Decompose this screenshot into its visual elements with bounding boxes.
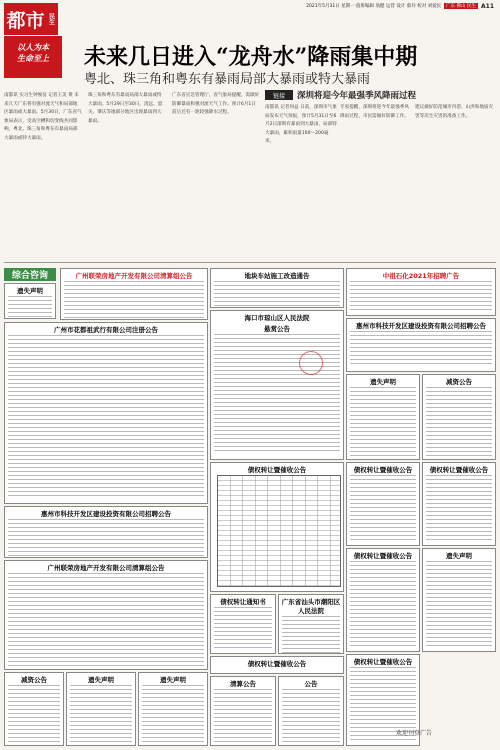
ad-body-lines	[8, 685, 60, 743]
ad-court-shantou	[278, 594, 344, 654]
ad-title: 债权转让暨催收公告	[353, 658, 413, 666]
ad-title: 遗失声明	[446, 552, 472, 560]
ad-title: 广州市花都祖武行有限公司注册公告	[54, 326, 158, 334]
ad-registration-notice	[4, 322, 208, 504]
ad-title: 债权转让暨催收公告	[247, 660, 307, 668]
section-tab	[4, 3, 58, 35]
link-column-1: 南都讯 记者何益 日前，深圳市气象局发布天气预报，预计5月31日至6月2日深圳有暴雨到大暴雨，局部特大暴雨，累积雨量100～200毫米。	[265, 105, 337, 145]
ad-debt-notice	[210, 594, 276, 654]
ad-title: 债权转让暨催收公告	[247, 466, 307, 474]
ad-recruitment	[346, 268, 496, 316]
ad-title: 遗失声明	[88, 676, 114, 684]
ad-general-notice	[278, 676, 344, 746]
ad-title: 债权转让暨催收公告	[353, 552, 413, 560]
ad-body-lines	[350, 331, 492, 367]
ad-title: 海口市琼山区人民法院	[244, 314, 310, 322]
link-title: 深圳将迎今年最强季风降雨过程	[297, 91, 417, 101]
ad-body-lines	[214, 334, 340, 454]
lead-column-3: 广东省应急管理厅、省气象局提醒，需做好防御暴雨和强对流天气工作。预计6月1日前后还有一轮较强降水过程。	[172, 93, 260, 115]
ad-body-lines	[214, 281, 340, 307]
ad-construction-notice	[210, 268, 344, 308]
header-bar	[0, 0, 500, 12]
date-line: 2021年5月31日 星期一 值班编辑 翁健 运营 设计 蔡玲 校对 刘爱民	[306, 4, 442, 9]
ad-development-zone	[346, 318, 496, 372]
ad-title: 减资公告	[446, 378, 472, 386]
ad-capital-reduction-2	[422, 374, 496, 460]
slogan-logo	[4, 36, 62, 78]
ad-title: 债权转让暨催收公告	[429, 466, 489, 474]
slogan-line1: 以人为本	[17, 43, 49, 52]
ad-title: 中祖石化2021年招聘广告	[382, 272, 460, 280]
ad-liquidation-bottom	[4, 560, 208, 670]
ad-debt-transfer-4	[422, 462, 496, 546]
ad-title: 地块车站施工改造通告	[244, 272, 310, 280]
ad-lost-5	[422, 548, 496, 652]
ad-debt-transfer-1	[210, 462, 344, 592]
debt-table	[217, 475, 341, 587]
ad-title: 惠州市科技开发区建设投资有限公司招聘公告	[356, 322, 486, 330]
slogan-line2: 生命至上	[17, 54, 49, 63]
ad-capital-reduction	[4, 672, 64, 746]
link-column-2: 专家提醒，深圳将迎今年最强季风降雨过程，市民需做好防御工作。	[340, 105, 409, 119]
ad-body-lines	[64, 281, 204, 319]
ad-lost-3	[138, 672, 208, 746]
ad-title: 减资公告	[21, 676, 47, 684]
ad-title: 惠州市科技开发区建设投资有限公司招聘公告	[41, 510, 171, 518]
ad-title: 广州联荣房地产开发有限公司清算组公告	[47, 564, 165, 572]
page-number: A11	[481, 2, 494, 10]
section-name: 都市	[6, 9, 45, 32]
ad-body-lines	[214, 607, 272, 651]
ad-company-notice	[4, 506, 208, 558]
ad-body-lines	[142, 685, 204, 743]
ad-title: 公告	[304, 680, 318, 688]
lead-column-1: 南都讯 实习生钟俊仪 记者王美 黄 未来几天广东将有强对流天气和局部地区暴雨或大暴雨。5月30日，广东省气象局表示，受高空槽和切变线共同影响，粤北、珠三角和粤东有暴雨局部大暴雨或特大暴雨。	[4, 93, 82, 141]
lead-column-2: 珠三角和粤东有暴雨局部大暴雨或特大暴雨。5月29日至30日，清远、韶关、肇庆等地部分地区出现暴雨到大暴雨。	[88, 93, 163, 124]
ad-body-lines	[70, 685, 132, 743]
ad-title: 清算公告	[230, 680, 256, 688]
section-sub: 民生	[47, 13, 55, 25]
ad-title: 遗失声明	[370, 378, 396, 386]
ad-body-lines	[350, 387, 416, 457]
ad-title: 遗失声明	[160, 676, 186, 684]
headline: 未来几日进入“龙舟水”降雨集中期	[84, 44, 418, 70]
ad-body-lines	[426, 561, 492, 649]
ad-debt-transfer-5	[346, 548, 420, 652]
ad-body-lines	[426, 475, 492, 543]
ad-liquidation-small	[210, 676, 276, 746]
consult-banner: 综合咨询	[4, 268, 56, 281]
ad-body-lines	[282, 616, 340, 654]
ad-body-lines	[8, 335, 204, 499]
ad-lost-4	[346, 374, 420, 460]
ad-lost-2	[66, 672, 136, 746]
link-column-3: 建议做好防范城市内涝、山洪和地质灾害等次生灾害的准备工作。	[415, 105, 494, 119]
page-badge: 广东 佛山 民生	[446, 4, 476, 9]
ad-subtitle: 悬赏公告	[264, 325, 290, 333]
link-tag: 链接	[265, 90, 293, 100]
ad-body-lines	[350, 561, 416, 649]
ad-body-lines	[214, 689, 272, 743]
ad-body-lines	[350, 475, 416, 543]
ad-notice-lost-1	[4, 283, 56, 319]
ad-title: 广州联荣房地产开发有限公司清算组公告	[75, 272, 193, 280]
section-divider	[4, 262, 496, 263]
ad-body-lines	[8, 296, 52, 318]
court-seal-stamp	[299, 351, 323, 375]
ad-debt-transfer-3	[346, 462, 420, 546]
ad-liquidation-top	[60, 268, 208, 320]
ad-title: 广东省汕头市潮阳区人民法院	[281, 598, 341, 615]
ad-debt-transfer-2	[210, 656, 344, 674]
ad-body-lines	[8, 519, 204, 557]
ad-title: 债权转让暨催收公告	[353, 466, 413, 474]
ad-body-lines	[8, 573, 204, 667]
ad-title: 债权转让通知书	[220, 598, 266, 606]
ad-court-reward	[210, 310, 344, 460]
advert-footer-text: 欢迎刊登广告	[396, 730, 433, 737]
ad-body-lines	[426, 387, 492, 457]
subheadline: 粤北、珠三角和粤东有暴雨局部大暴雨或特大暴雨	[84, 72, 371, 87]
ad-title: 遗失声明	[17, 287, 43, 295]
ad-body-lines	[282, 689, 340, 743]
ad-body-lines	[350, 281, 492, 313]
